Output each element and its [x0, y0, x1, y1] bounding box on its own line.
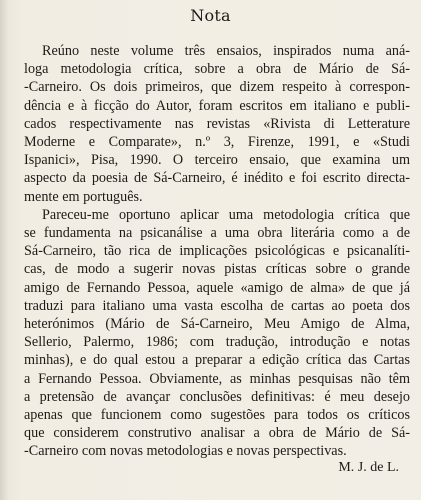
text-line: cados respectivamente nas revistas «Rivista di Letterature	[24, 115, 410, 132]
text-line: Pareceu-me oportuno aplicar uma metodologia crítica que	[42, 206, 410, 223]
text-line: heterónimos (Mário de Sá-Carneiro, Meu Amigo de Alma,	[24, 316, 410, 333]
page-title: Nota	[190, 6, 231, 25]
text-line: dência e à ficção do Autor, foram escritos em italiano e publi-	[24, 97, 410, 114]
text-line: loga metodologia crítica, sobre a obra de Mário de Sá-	[24, 61, 410, 78]
text-line: minhas), e do qual estou a preparar a edição crítica das Cartas	[24, 352, 410, 369]
text-line: mente em português.	[24, 188, 143, 205]
text-line: a pretensão de avançar conclusões definitivas: é meu desejo	[24, 388, 410, 405]
text-line: Sellerio, Palermo, 1986; com tradução, introdução e notas	[24, 334, 410, 351]
paragraph-1	[24, 42, 410, 206]
paragraph-2	[24, 206, 410, 461]
text-line: traduzi para italiano uma vasta escolha de cartas ao poeta dos	[24, 297, 410, 314]
text-line: Ispanici», Pisa, 1990. O terceiro ensaio, que examina um	[24, 152, 410, 169]
text-line: aspecto da poesia de Sá-Carneiro, é inédito e foi escrito directa-	[24, 170, 410, 187]
text-line: amigo de Fernando Pessoa, aquele «amigo de alma» de que já	[24, 279, 410, 296]
author-signature: M. J. de L.	[338, 460, 399, 475]
text-line: Sá-Carneiro, tão rica de implicações psicológicas e psicanalíti-	[24, 243, 410, 260]
text-line: que considerem construtivo analisar a obra de Mário de Sá-	[24, 425, 410, 442]
text-line: apenas que funcionem como sugestões para todos os críticos	[24, 407, 410, 424]
note-body	[24, 42, 410, 461]
text-line: cas, de modo a sugerir novas pistas críticas sobre o grande	[24, 261, 410, 278]
text-line: -Carneiro. Os dois primeiros, que dizem respeito à correspon-	[24, 79, 410, 96]
text-line: se fundamenta na psicanálise a uma obra literária como a de	[24, 225, 410, 242]
text-line: -Carneiro com novas metodologias e novas perspectivas.	[24, 443, 347, 460]
text-line: Reúno neste volume três ensaios, inspirados numa aná-	[42, 43, 410, 59]
text-line: Moderne e Comparate», n.º 3, Firenze, 1991, e «Studi	[24, 134, 410, 151]
text-line: a Fernando Pessoa. Obviamente, as minhas pesquisas não têm	[24, 370, 410, 387]
